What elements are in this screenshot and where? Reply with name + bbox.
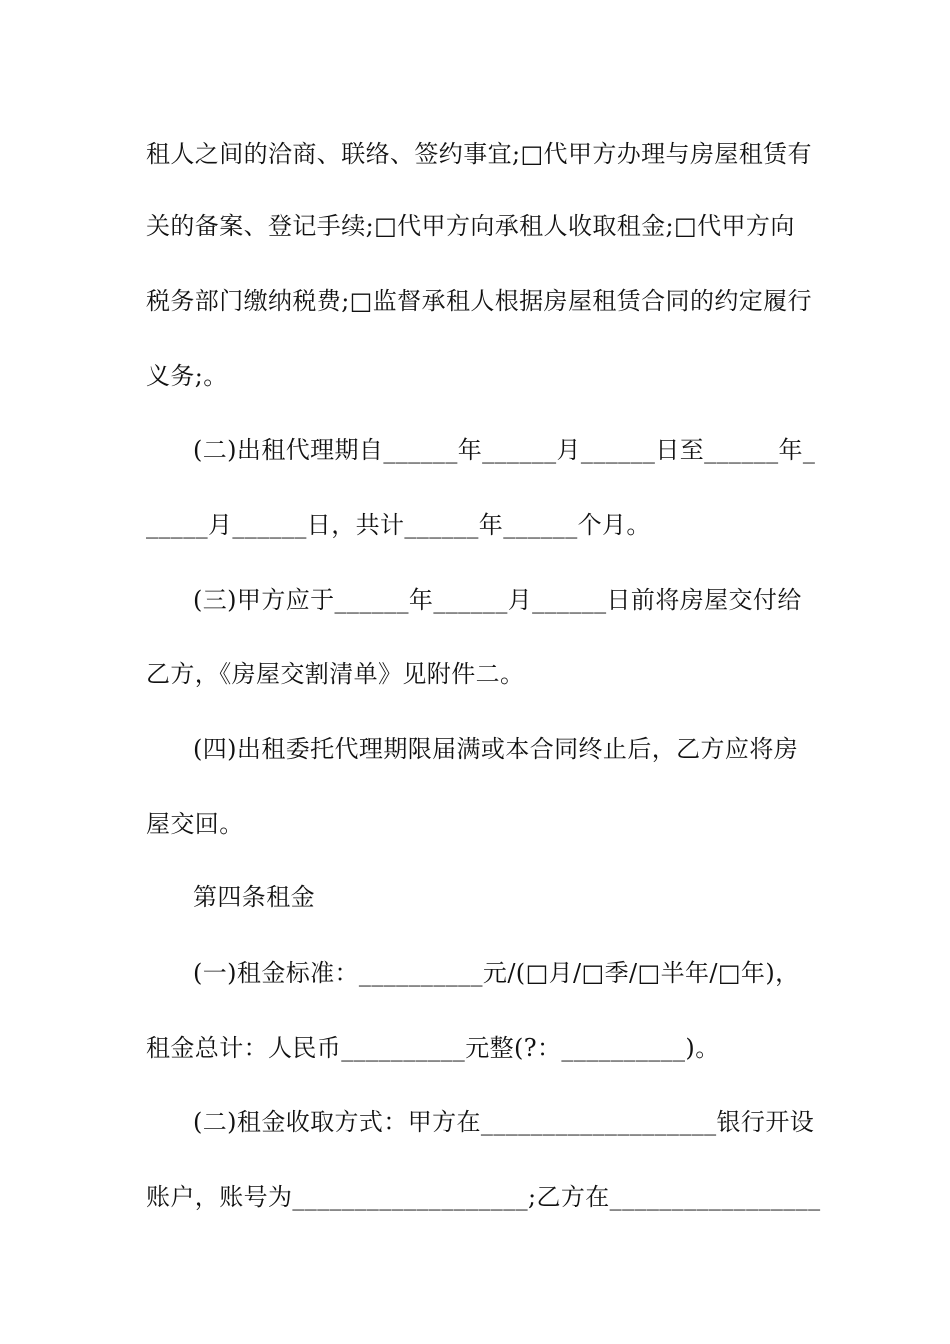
paragraph-line: 账户，账号为___________________;乙方在_________________ xyxy=(146,1183,821,1211)
paragraph-line: 关的备案、登记手续;□代甲方向承租人收取租金;□代甲方向 xyxy=(146,212,795,240)
section-heading: 第四条租金 xyxy=(193,883,315,911)
clause-4-line: (四)出租委托代理期限届满或本合同终止后，乙方应将房 xyxy=(193,735,799,763)
paragraph-line: 税务部门缴纳税费;□监督承租人根据房屋租赁合同的约定履行 xyxy=(146,287,812,315)
paragraph-line: 租金总计：人民币__________元整(?：__________)。 xyxy=(146,1034,720,1062)
paragraph-line: _____月______日，共计______年______个月。 xyxy=(146,511,651,539)
paragraph-line: 租人之间的洽商、联络、签约事宜;□代甲方办理与房屋租赁有 xyxy=(146,140,812,168)
rent-collection-line: (二)租金收取方式：甲方在___________________银行开设 xyxy=(193,1108,815,1136)
clause-3-line: (三)甲方应于______年______月______日前将房屋交付给 xyxy=(193,586,802,614)
paragraph-line: 义务;。 xyxy=(146,362,228,390)
rent-standard-line: (一)租金标准：__________元/(□月/□季/□半年/□年)， xyxy=(193,959,800,987)
paragraph-line: 屋交回。 xyxy=(146,810,244,838)
clause-2-line: (二)出租代理期自______年______月______日至______年_ xyxy=(193,436,816,464)
paragraph-line: 乙方，《房屋交割清单》见附件二。 xyxy=(146,660,525,688)
